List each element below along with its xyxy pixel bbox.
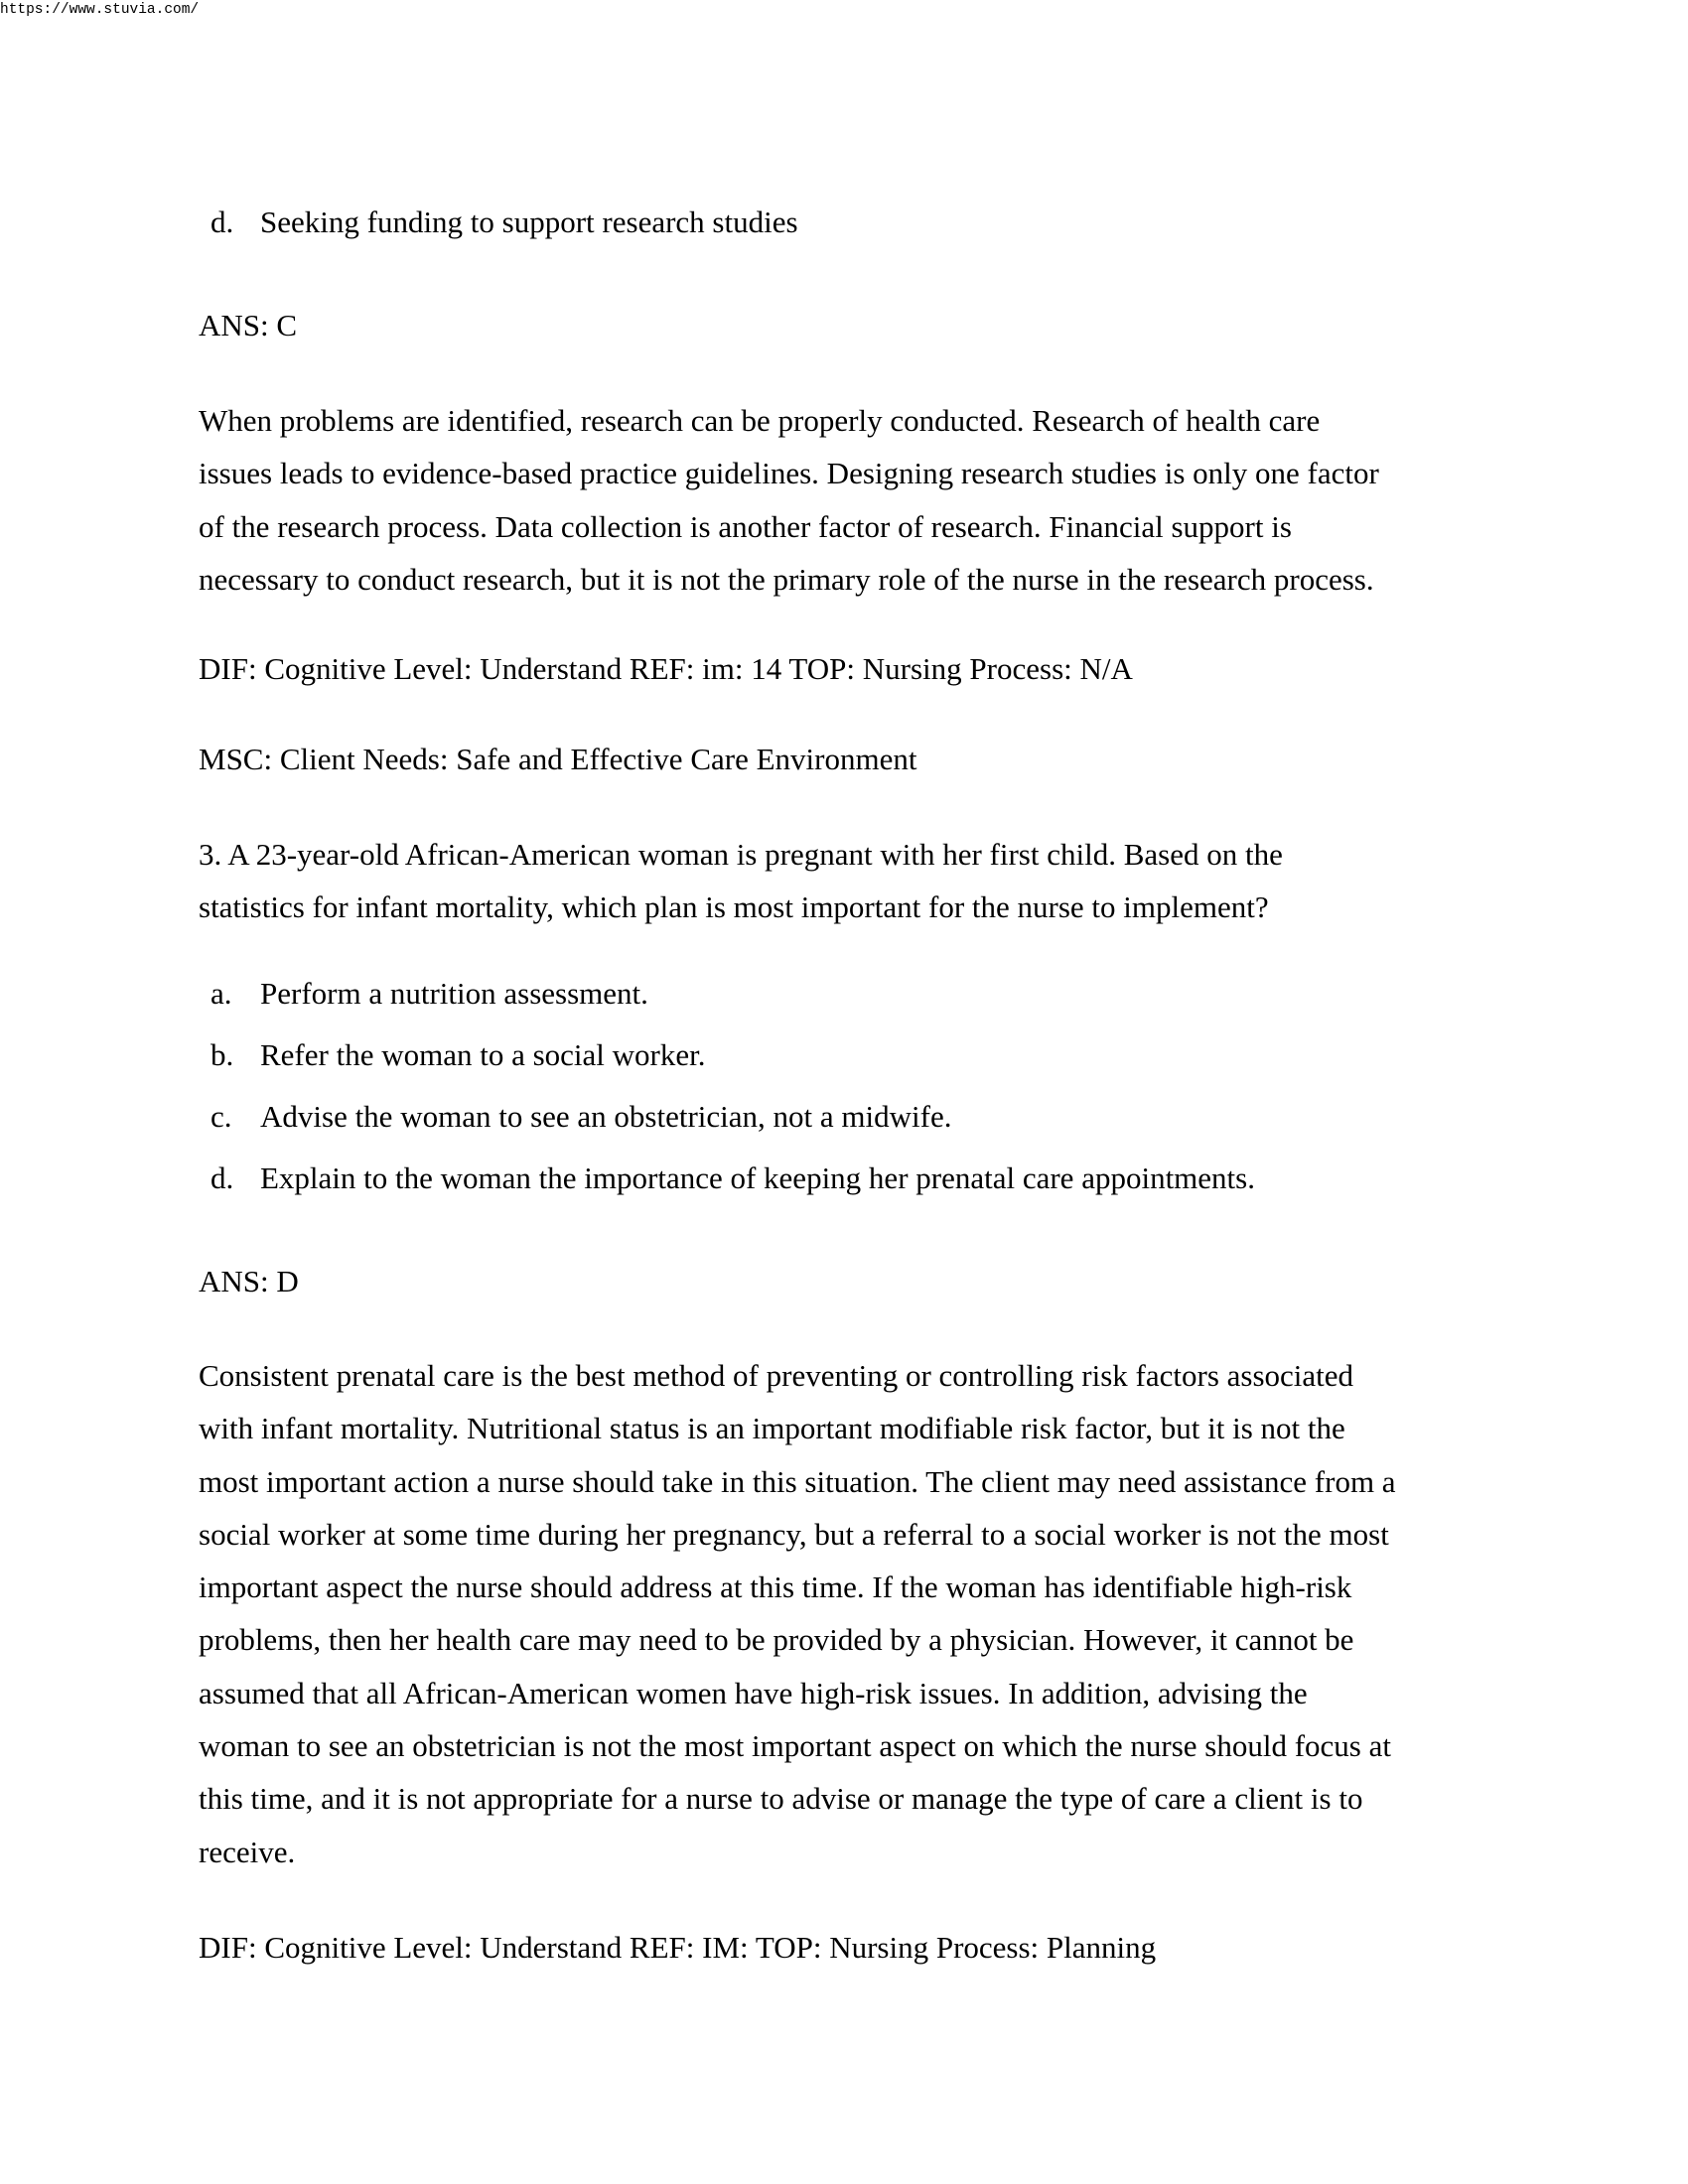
rationale-line: assumed that all African-American women have high-risk issues. In addition, advising the [199, 1675, 1308, 1710]
option-letter: d. [211, 1160, 234, 1195]
rationale-line: problems, then her health care may need to be provided by a physician. However, it cannot be [199, 1622, 1354, 1658]
rationale-line: social worker at some time during her pregnancy, but a referral to a social worker is not the most [199, 1516, 1389, 1552]
source-url-header: https://www.stuvia.com/ [0, 2, 200, 18]
option-text: Perform a nutrition assessment. [260, 976, 648, 1011]
stem-line: statistics for infant mortality, which plan is most important for the nurse to implement? [199, 889, 1269, 925]
rationale-line: this time, and it is not appropriate for a nurse to advise or manage the type of care a client is to [199, 1781, 1363, 1817]
rationale-line: receive. [199, 1834, 296, 1869]
option-letter: c. [211, 1099, 232, 1134]
question-3-rationale [199, 1349, 1509, 1878]
rationale-line: most important action a nurse should take in this situation. The client may need assistance from a [199, 1463, 1396, 1499]
question-3-answer: ANS: D [199, 1264, 299, 1298]
option-letter: b. [211, 1037, 234, 1072]
rationale-line: issues leads to evidence-based practice guidelines. Designing research studies is only one factor [199, 456, 1379, 491]
option-letter: a. [211, 976, 232, 1011]
rationale-line: of the research process. Data collection is another factor of research. Financial support is [199, 508, 1292, 544]
question-2-client-needs-meta: MSC: Client Needs: Safe and Effective Care Environment [199, 742, 917, 776]
option-text: Explain to the woman the importance of keeping her prenatal care appointments. [260, 1160, 1255, 1195]
option-letter: d. [211, 205, 234, 239]
rationale-line: necessary to conduct research, but it is not the primary role of the nurse in the research process. [199, 561, 1374, 597]
rationale-line: When problems are identified, research can be properly conducted. Research of health care [199, 403, 1321, 438]
question-3-stem [199, 828, 1509, 934]
question-2-rationale [199, 394, 1509, 606]
option-text: Seeking funding to support research studies [260, 205, 798, 239]
stem-line: 3. A 23-year-old African-American woman is pregnant with her first child. Based on the [199, 837, 1283, 872]
option-text: Advise the woman to see an obstetrician, not a midwife. [260, 1099, 952, 1134]
option-text: Refer the woman to a social worker. [260, 1037, 706, 1072]
rationale-line: with infant mortality. Nutritional status is an important modifiable risk factor, but it is not the [199, 1411, 1345, 1446]
rationale-line: Consistent prenatal care is the best method of preventing or controlling risk factors associated [199, 1358, 1354, 1393]
rationale-line: woman to see an obstetrician is not the most important aspect on which the nurse should focus at [199, 1728, 1391, 1764]
question-2-answer: ANS: C [199, 308, 298, 342]
question-3-difficulty-meta: DIF: Cognitive Level: Understand REF: IM: TOP: Nursing Process: Planning [199, 1930, 1157, 1965]
question-2-difficulty-meta: DIF: Cognitive Level: Understand REF: im: 14 TOP: Nursing Process: N/A [199, 651, 1133, 686]
rationale-line: important aspect the nurse should address at this time. If the woman has identifiable high-risk [199, 1570, 1352, 1605]
